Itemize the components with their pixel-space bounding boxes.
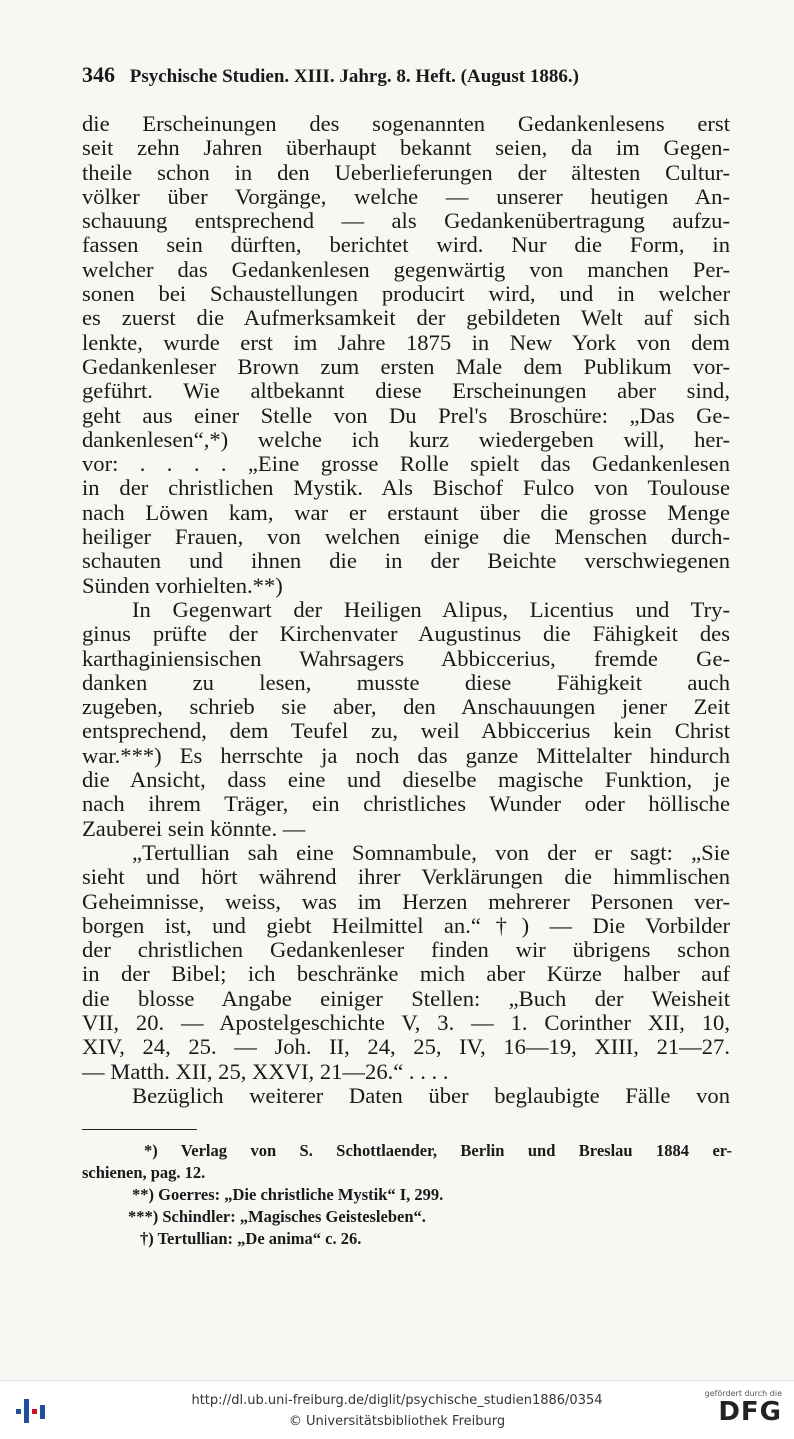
text-line: entsprechend, dem Teufel zu, weil Abbiccerius kein Christ xyxy=(82,719,730,744)
footnote: schienen, pag. 12. xyxy=(82,1163,206,1182)
text-line: der christlichen Gedankenleser finden wir übrigens schon xyxy=(82,938,730,963)
text-line: lenkte, wurde erst im Jahre 1875 in New York von dem xyxy=(82,330,730,355)
text-line: die blosse Angabe einiger Stellen: „Buch der Weisheit xyxy=(82,986,730,1011)
text-line: schauten und ihnen die in der Beichte verschwiegenen xyxy=(82,549,730,574)
text-line: theile schon in den Ueberlieferungen der ältesten Cultur- xyxy=(82,160,730,185)
text-line: XIV, 24, 25. — Joh. II, 24, 25, IV, 16—19, XIII, 21—27. xyxy=(82,1035,730,1060)
body-text xyxy=(82,112,730,1108)
running-title: Psychische Studien. XIII. Jahrg. 8. Heft. (August 1886.) xyxy=(129,66,579,87)
dfg-logo-text: DFG xyxy=(718,1397,782,1427)
source-url[interactable]: http://dl.ub.uni-freiburg.de/diglit/psychische_studien1886/0354 xyxy=(191,1393,603,1408)
text-line: „Tertullian sah eine Somnambule, von der er sagt: „Sie xyxy=(132,840,730,865)
text-line: VII, 20. — Apostelgeschichte V, 3. — 1. Corinther XII, 10, xyxy=(82,1010,730,1035)
viewer-footer xyxy=(0,1380,794,1439)
text-line: in der christlichen Mystik. Als Bischof Fulco von Toulouse xyxy=(82,476,730,501)
text-line: heiliger Frauen, von welchen einige die Menschen durch- xyxy=(82,525,730,550)
dfg-logo xyxy=(682,1389,782,1433)
text-line: Sünden vorhielten.**) xyxy=(82,573,283,598)
text-line: karthaginiensischen Wahrsagers Abbiccerius, fremde Ge- xyxy=(82,646,730,671)
text-line: sieht und hört während ihrer Verklärungen die himmlischen xyxy=(82,865,730,890)
text-line: ginus prüfte der Kirchenvater Augustinus die Fähigkeit des xyxy=(82,622,730,647)
text-line: Geheimnisse, weiss, was im Herzen mehrerer Personen ver- xyxy=(82,889,730,914)
page-number: 346 xyxy=(82,62,115,87)
text-line: borgen ist, und giebt Heilmittel an.“†) — Die Vorbilder xyxy=(82,913,730,938)
footnote-separator xyxy=(82,1129,197,1130)
text-line: seit zehn Jahren überhaupt bekannt seien, da im Gegen- xyxy=(82,136,730,161)
text-line: danken zu lesen, musste diese Fähigkeit auch xyxy=(82,670,730,695)
text-line: welcher das Gedankenlesen gegenwärtig von manchen Per- xyxy=(82,257,730,282)
footnote: *) Verlag von S. Schottlaender, Berlin und Breslau 1884 er- xyxy=(144,1141,732,1160)
funder-caption: gefördert durch die xyxy=(704,1389,782,1398)
running-header xyxy=(82,62,722,88)
text-line: sonen bei Schaustellungen producirt wird, und in welcher xyxy=(82,282,730,307)
text-line: völker über Vorgänge, welche — unserer heutigen An- xyxy=(82,184,730,209)
footnote: **) Goerres: „Die christliche Mystik“ I, 299. xyxy=(132,1185,444,1204)
text-line: Bezüglich weiterer Daten über beglaubigte Fälle von xyxy=(132,1083,730,1108)
footnote: ***) Schindler: „Magisches Geistesleben“. xyxy=(128,1207,426,1226)
text-line: es zuerst die Aufmerksamkeit der gebildeten Welt auf sich xyxy=(82,306,730,331)
text-line: Zauberei sein könnte. — xyxy=(82,816,306,841)
text-line: die Ansicht, dass eine und dieselbe magische Funktion, je xyxy=(82,768,730,793)
text-line: zugeben, schrieb sie aber, den Anschauungen jener Zeit xyxy=(82,695,730,720)
footnote: †) Tertullian: „De anima“ c. 26. xyxy=(140,1229,362,1248)
copyright-notice: © Universitätsbibliothek Freiburg xyxy=(288,1414,506,1429)
text-line: schauung entsprechend — als Gedankenübertragung aufzu- xyxy=(82,209,730,234)
text-line: — Matth. XII, 25, XXVI, 21—26.“ . . . . xyxy=(82,1059,449,1084)
text-line: nach ihrem Träger, ein christliches Wunder oder höllische xyxy=(82,792,730,817)
text-line: war.***) Es herrschte ja noch das ganze Mittelalter hindurch xyxy=(82,743,730,768)
text-line: In Gegenwart der Heiligen Alipus, Licentius und Try- xyxy=(132,597,730,622)
footnotes xyxy=(82,1140,732,1250)
text-line: nach Löwen kam, war er erstaunt über die grosse Menge xyxy=(82,500,730,525)
text-line: Gedankenleser Brown zum ersten Male dem Publikum vor- xyxy=(82,354,730,379)
text-line: geführt. Wie altbekannt diese Erscheinungen aber sind, xyxy=(82,379,730,404)
text-line: vor: . . . . „Eine grosse Rolle spielt das Gedankenlesen xyxy=(82,452,730,477)
text-line: in der Bibel; ich beschränke mich aber Kürze halber auf xyxy=(82,962,730,987)
text-line: die Erscheinungen des sogenannten Gedankenlesens erst xyxy=(82,112,730,136)
text-line: dankenlesen“,*) welche ich kurz wiedergeben will, her- xyxy=(82,427,730,452)
text-line: geht aus einer Stelle von Du Prel's Broschüre: „Das Ge- xyxy=(82,403,730,428)
text-line: fassen sein dürften, berichtet wird. Nur die Form, in xyxy=(82,233,730,258)
